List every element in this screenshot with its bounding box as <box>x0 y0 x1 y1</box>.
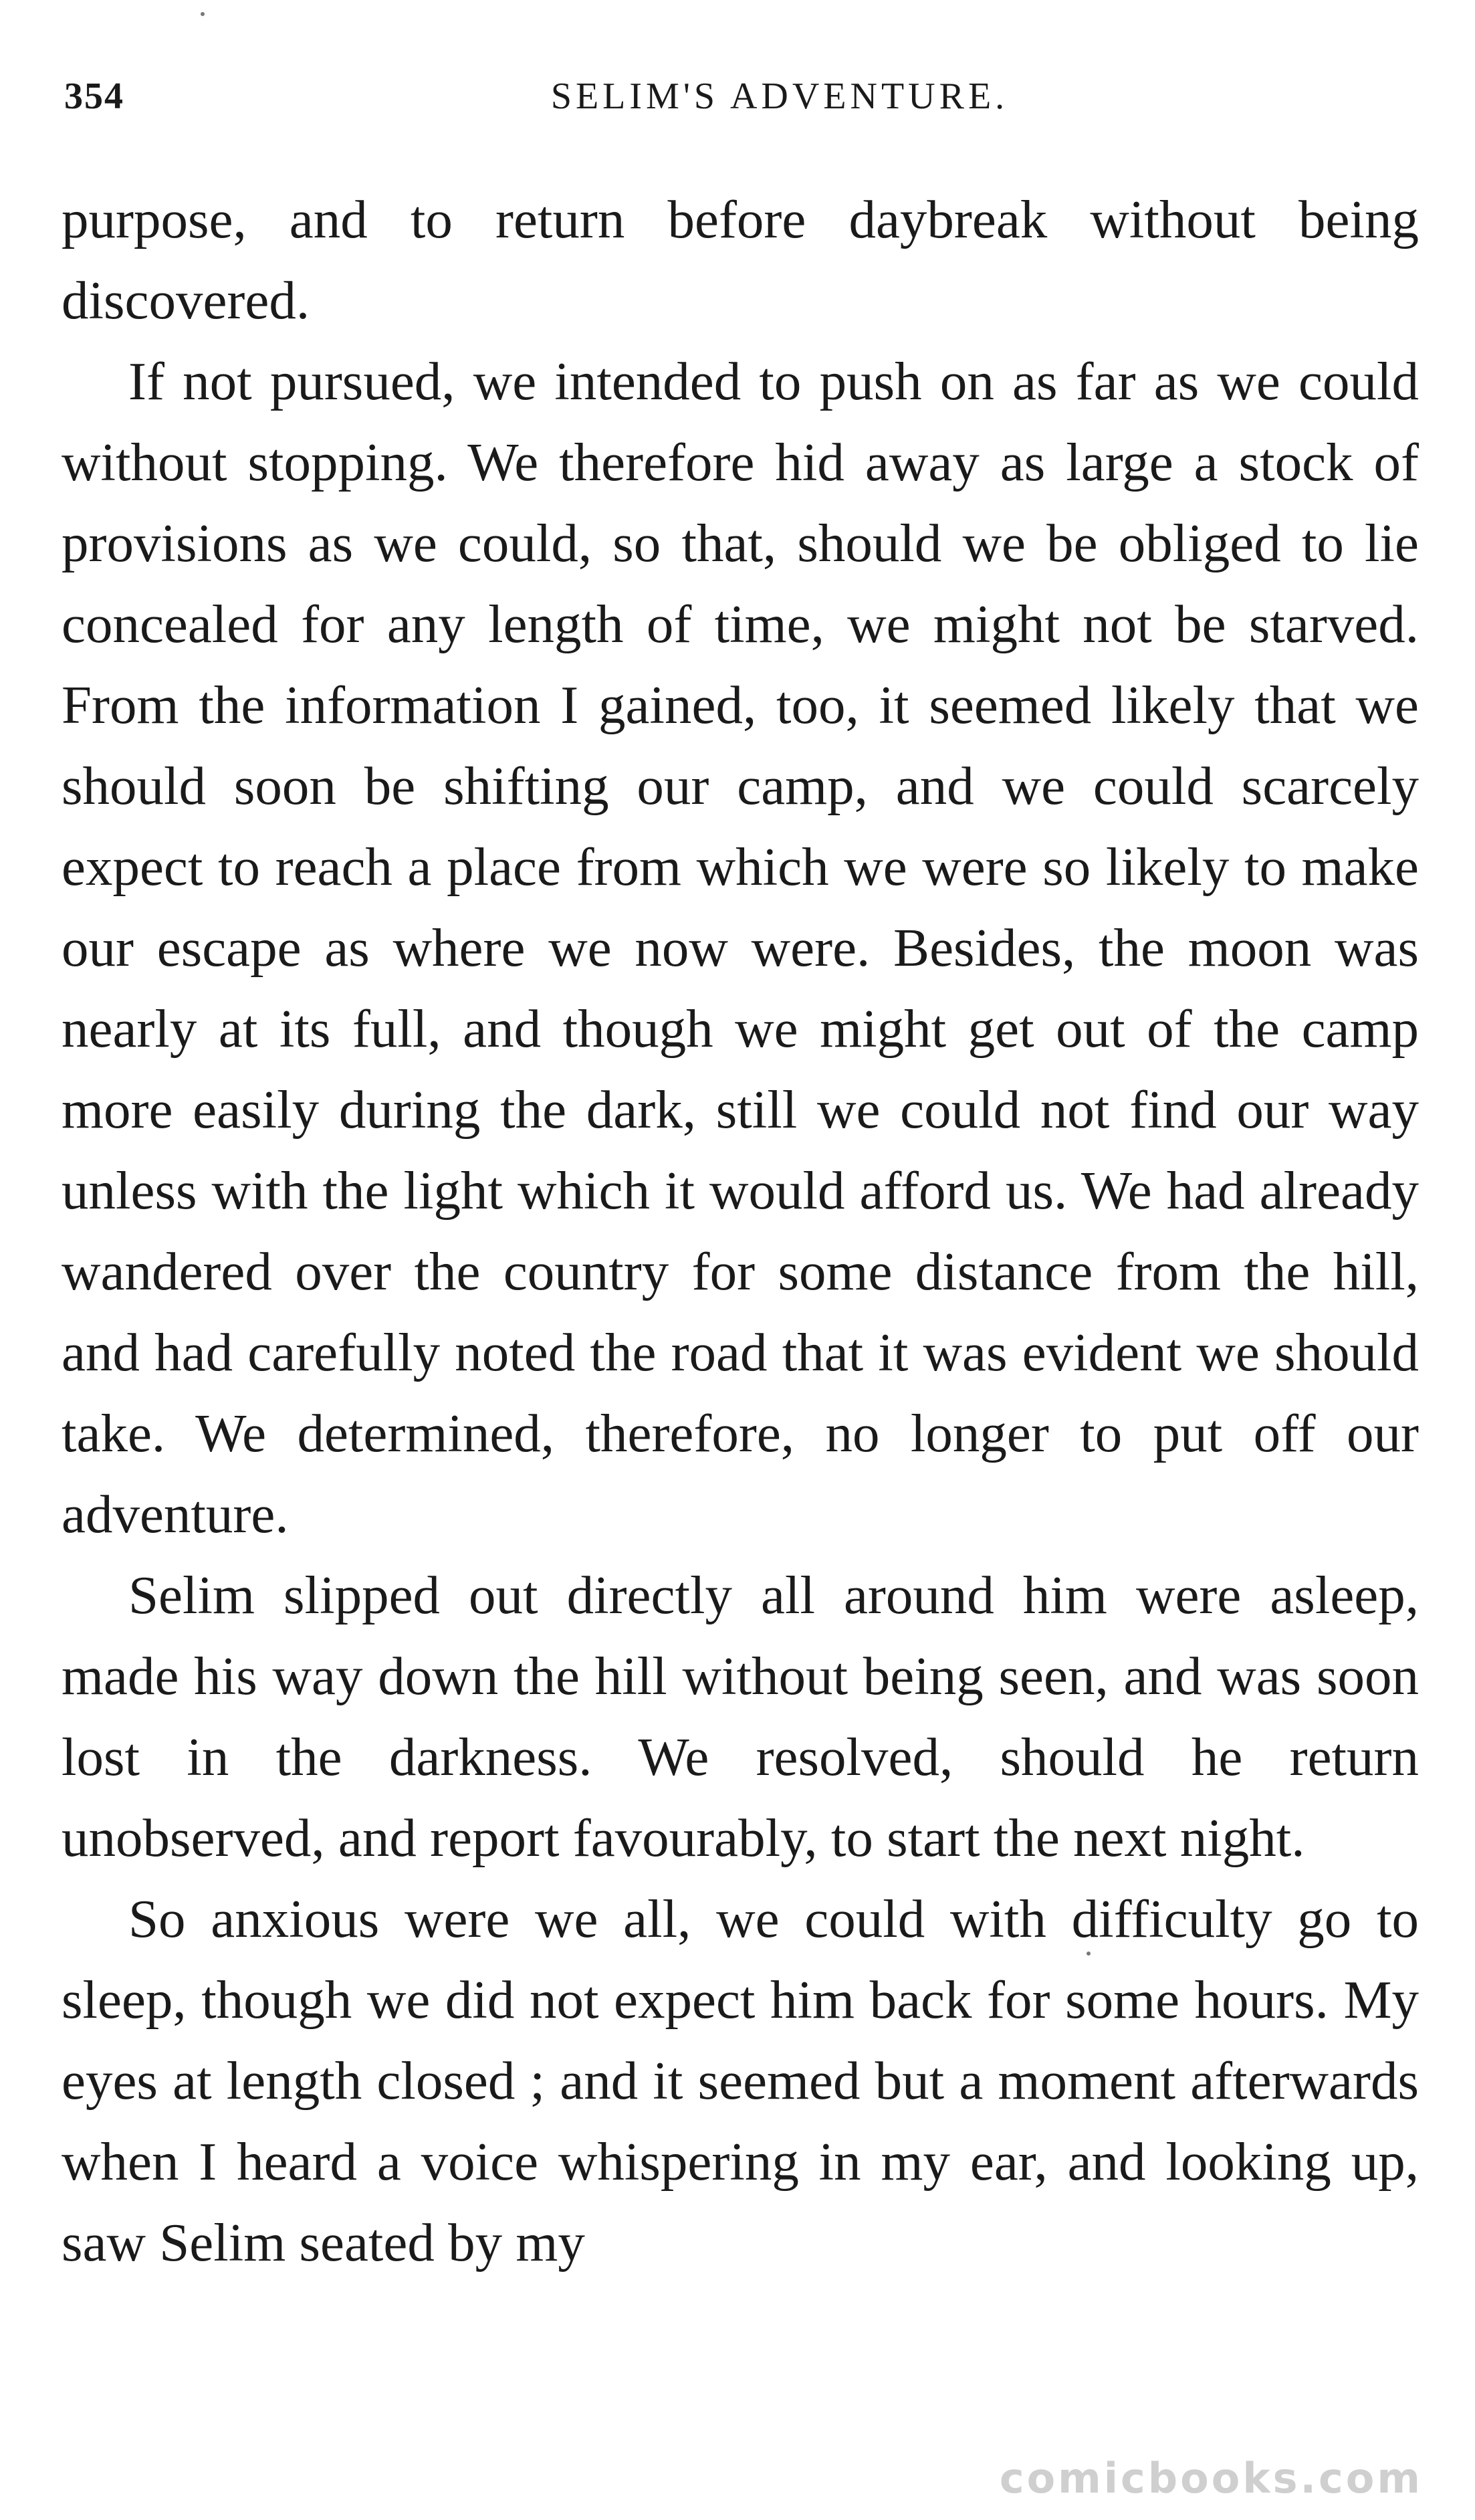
paragraph: Selim slipped out directly all around him were asleep, made his way down the hill without being seen, and was soon lost in the darkness. We resolved, should he return unobserved, and report favourably, to start the next night. <box>62 1565 1419 1868</box>
ink-speck <box>201 12 205 16</box>
paragraph: If not pursued, we intended to push on as far as we could without stopping. We therefore hid away as large a stock of provisions as we could, so that, should we be obliged to lie concealed for any length of time, we might not be starved. From the information I gained, too, it seemed likely that we should soon be shifting our camp, and we could scarcely expect to reach a place from which we were so likely to make our escape as where we now were. Besides, the moon was nearly at its full, and though we might get out of the camp more easily during the dark, still we could not find our way unless with the light which it would afford us. We had already wandered over the country for some distance from the hill, and had carefully noted the road that it was evident we should take. We determined, therefore, no longer to put off our adventure. <box>62 351 1419 1544</box>
ink-speck <box>1087 1952 1091 1956</box>
body-text <box>62 179 1419 2283</box>
paragraph: So anxious were we all, we could with difficulty go to sleep, though we did not expect him back for some hours. My eyes at length closed ; and it seemed but a moment afterwards when I heard a voice whispering in my ear, and looking up, saw Selim seated by my <box>62 1889 1419 2273</box>
watermark: comicbooks.com <box>999 2454 1423 2503</box>
paragraph-continued: purpose, and to return before daybreak without being discovered. <box>62 189 1419 330</box>
page-header <box>64 75 1415 135</box>
page-number: 354 <box>64 76 124 117</box>
running-head: SELIM'S ADVENTURE. <box>550 76 1009 117</box>
